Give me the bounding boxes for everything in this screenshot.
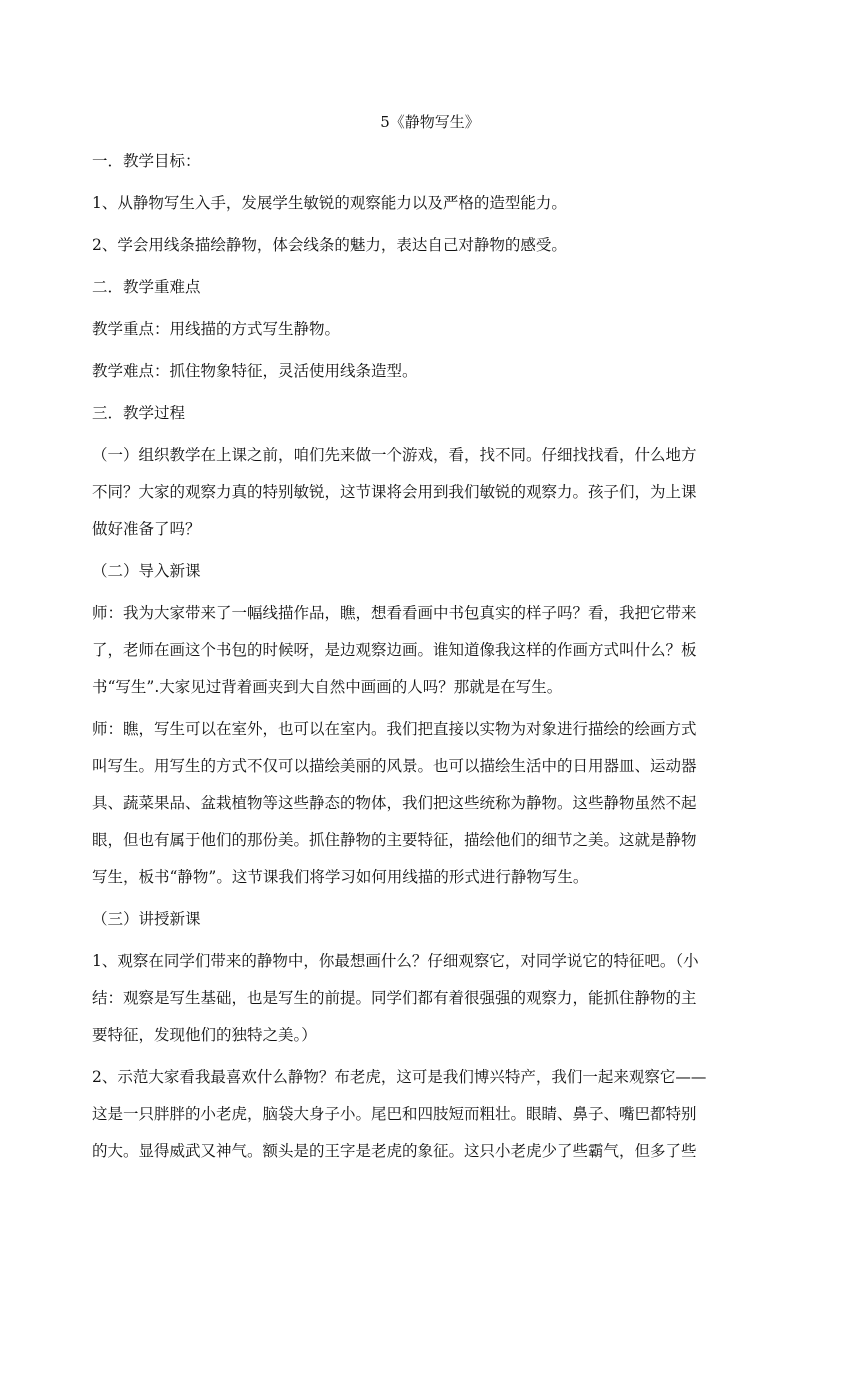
document-title: 5《静物写生》 [380,113,480,131]
paragraph-line: 具、蔬菜果品、盆栽植物等这些静态的物体，我们把这些统称为静物。这些静物虽然不起 [92,794,697,812]
paragraph-line: 2、示范大家看我最喜欢什么静物？布老虎，这可是我们博兴特产，我们一起来观察它—— [92,1068,707,1086]
paragraph-line: 这是一只胖胖的小老虎，脑袋大身子小。尾巴和四肢短而粗壮。眼睛、鼻子、嘴巴都特别 [92,1105,697,1123]
paragraph-line: 眼，但也有属于他们的那份美。抓住静物的主要特征，描绘他们的细节之美。这就是静物 [92,831,697,849]
paragraph-line: 写生，板书“静物”。这节课我们将学习如何用线描的形式进行静物写生。 [92,868,589,886]
section-heading-process: 三．教学过程 [92,404,186,422]
paragraph-line: 1、从静物写生入手，发展学生敏锐的观察能力以及严格的造型能力。 [92,194,567,212]
paragraph-line: 1、观察在同学们带来的静物中，你最想画什么？仔细观察它，对同学说它的特征吧。（小 [92,952,699,970]
paragraph-line: 师：我为大家带来了一幅线描作品，瞧，想看看画中书包真实的样子吗？看，我把它带来 [92,604,697,622]
paragraph-line: 的大。显得威武又神气。额头是的王字是老虎的象征。这只小老虎少了些霸气，但多了些 [92,1142,697,1160]
paragraph-line: 教学难点：抓住物象特征，灵活使用线条造型。 [92,362,418,380]
paragraph-line: 叫写生。用写生的方式不仅可以描绘美丽的风景。也可以描绘生活中的日用器皿、运动器 [92,757,697,775]
section-heading-key-points: 二．教学重难点 [92,278,201,296]
section-heading-objectives: 一．教学目标： [92,152,201,170]
paragraph-line: 书“写生”.大家见过背着画夹到大自然中画画的人吗？那就是在写生。 [92,678,563,696]
paragraph-line: 师：瞧，写生可以在室外，也可以在室内。我们把直接以实物为对象进行描绘的绘画方式 [92,720,697,738]
paragraph-line: （一）组织教学在上课之前，咱们先来做一个游戏，看，找不同。仔细找找看，什么地方 [92,446,697,464]
document-body [92,150,772,1162]
subsection-heading: （二）导入新课 [92,562,201,580]
paragraph-line: 2、学会用线条描绘静物，体会线条的魅力，表达自己对静物的感受。 [92,236,567,254]
paragraph-line: 了，老师在画这个书包的时候呀，是边观察边画。谁知道像我这样的作画方式叫什么？板 [92,641,697,659]
paragraph-line: 教学重点：用线描的方式写生静物。 [92,320,341,338]
subsection-heading: （三）讲授新课 [92,910,201,928]
paragraph-line: 不同？大家的观察力真的特别敏锐，这节课将会用到我们敏锐的观察力。孩子们，为上课 [92,483,697,501]
paragraph-line: 结：观察是写生基础，也是写生的前提。同学们都有着很强强的观察力，能抓住静物的主 [92,989,697,1007]
paragraph-line: 要特征，发现他们的独特之美。） [92,1026,317,1044]
paragraph-line: 做好准备了吗？ [92,520,201,538]
